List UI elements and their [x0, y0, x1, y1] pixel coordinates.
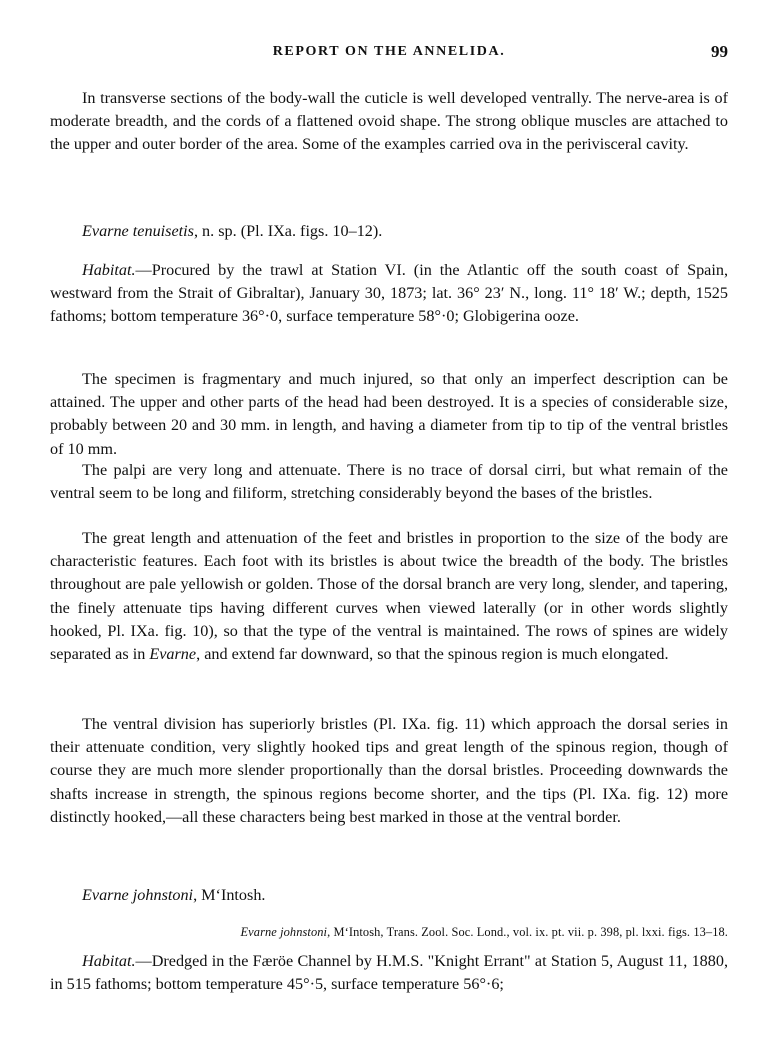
description-paragraph-3 — [50, 527, 728, 666]
page-number: 99 — [711, 42, 728, 61]
species-name: Evarne johnstoni — [82, 886, 194, 904]
species-heading-tenuisetis — [82, 220, 722, 243]
paragraph-3-text-a: The great length and attenuation of the feet and bristles in proportion to the size of the body are characteristic features. Each foot with its bristles is about twice the breadth of the body. The bristles throughout are pale yellowish or golden. Those of the dorsal branch are very long, slender, and tapering, the finely attenuate tips having different curves when viewed laterally (or in other words slightly hooked, Pl. IXa. fig. 10), so that the type of the ventral is maintained. The rows of spines are widely separated as in — [50, 529, 728, 664]
species-name: Evarne tenuisetis — [82, 222, 194, 240]
running-title: REPORT ON THE ANNELIDA. — [272, 44, 506, 59]
species-heading-johnstoni — [82, 884, 722, 907]
citation-species-name: Evarne johnstoni — [240, 925, 328, 939]
habitat-paragraph-johnstoni — [50, 950, 728, 996]
intro-paragraph: In transverse sections of the body-wall the cuticle is well developed ventrally. The nerve-area is of moderate breadth, and the cords of a flattened ovoid shape. The strong oblique muscles are attached to the upper and outer border of the area. Some of the examples carried ova in the perivisceral cavity. — [50, 89, 728, 154]
description-paragraph-4: The ventral division has superiorly bristles (Pl. IXa. fig. 11) which approach the dorsal series in their attenuate condition, very slightly hooked tips and great length of the spinous region, though of course they are much more slender proportionally than the dorsal bristles. Proceeding downwards the shafts increase in strength, the spinous regions become shorter, and the tips (Pl. IXa. fig. 12) more distinctly hooked,—all these characters being best marked in those at the ventral border. — [50, 715, 728, 826]
description-paragraph-2: The palpi are very long and attenuate. There is no trace of dorsal cirri, but what remain of the ventral seem to be long and filiform, stretching considerably beyond the bases of the bristles. — [50, 461, 728, 503]
species-author: , M‘Intosh. — [193, 886, 266, 904]
paragraph-3-text-b: , and extend far downward, so that the spinous region is much elongated. — [196, 645, 669, 664]
genus-name: Evarne — [149, 645, 197, 664]
species-reference: , n. sp. (Pl. IXa. figs. 10–12). — [193, 222, 383, 240]
page-header — [50, 44, 728, 68]
citation-text: , M‘Intosh, Trans. Zool. Soc. Lond., vol. ix. pt. vii. p. 398, pl. lxxi. figs. 13–18. — [327, 925, 728, 939]
habitat-paragraph-tenuisetis — [50, 259, 728, 329]
habitat-label: Habitat. — [82, 261, 136, 279]
habitat-label: Habitat. — [82, 952, 136, 970]
description-paragraph-1: The specimen is fragmentary and much injured, so that only an imperfect description can be attained. The upper and other parts of the head had been destroyed. It is a species of considerable size, probably between 20 and 30 mm. in length, and having a diameter from tip to tip of the ventral bristles of 10 mm. — [50, 370, 728, 458]
habitat-text: —Dredged in the Færöe Channel by H.M.S. "Knight Errant" at Station 5, August 11, 1880, in 515 fathoms; bottom temperature 45°·5, surface temperature 56°·6; — [50, 952, 728, 994]
habitat-text: —Procured by the trawl at Station VI. (in the Atlantic off the south coast of Spain, westward from the Strait of Gibraltar), January 30, 1873; lat. 36° 23′ N., long. 11° 18′ W.; depth, 1525 fathoms; bottom temperature 36°·0, surface temperature 58°·0; Globigerina ooze. — [50, 261, 728, 326]
citation-line — [50, 923, 728, 941]
